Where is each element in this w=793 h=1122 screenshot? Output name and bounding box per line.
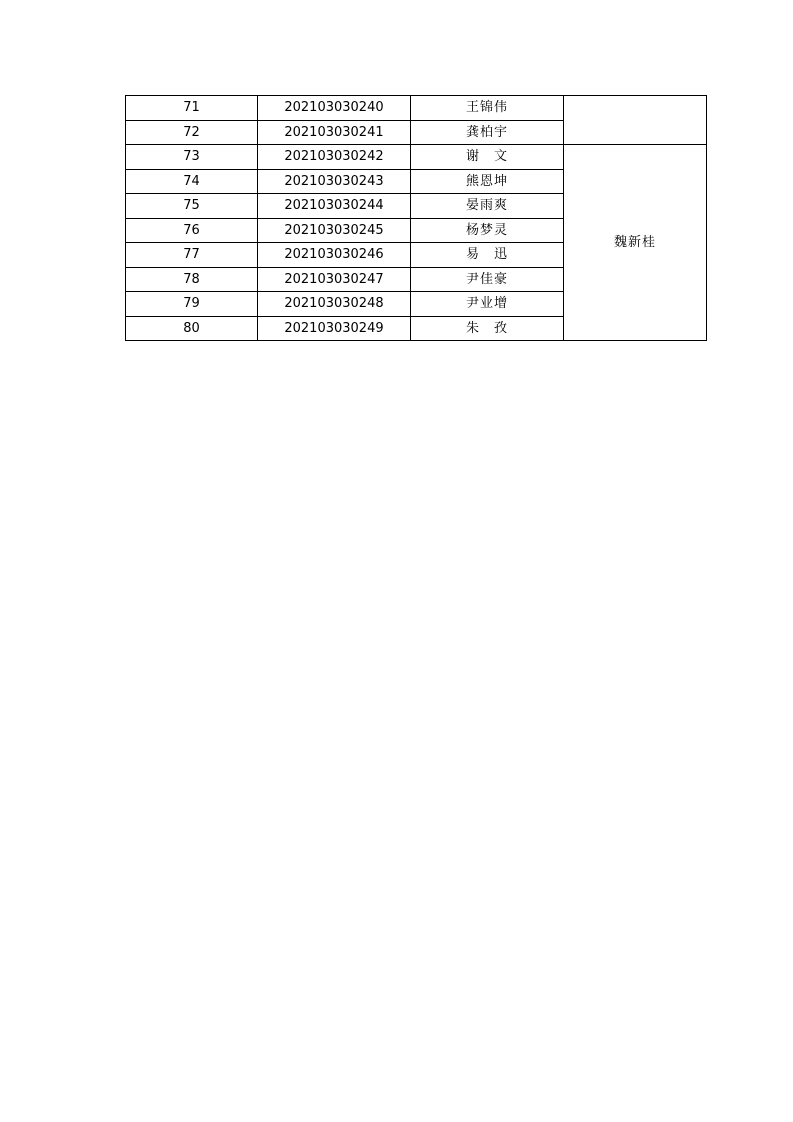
row-number: 74 <box>126 169 258 194</box>
student-name: 尹佳豪 <box>411 267 564 292</box>
advisor-cell: 魏新桂 <box>564 145 707 341</box>
row-number: 78 <box>126 267 258 292</box>
row-number: 71 <box>126 96 258 121</box>
student-name: 熊恩坤 <box>411 169 564 194</box>
row-number: 77 <box>126 243 258 268</box>
student-name: 尹业增 <box>411 292 564 317</box>
advisor-cell <box>564 96 707 145</box>
row-number: 75 <box>126 194 258 219</box>
row-number: 80 <box>126 316 258 341</box>
student-name: 龚柏宇 <box>411 120 564 145</box>
student-id: 202103030241 <box>258 120 411 145</box>
student-id: 202103030244 <box>258 194 411 219</box>
student-name: 晏雨爽 <box>411 194 564 219</box>
student-id: 202103030240 <box>258 96 411 121</box>
student-roster-table <box>125 95 707 341</box>
table-row <box>126 96 707 121</box>
row-number: 72 <box>126 120 258 145</box>
student-id: 202103030245 <box>258 218 411 243</box>
student-id: 202103030247 <box>258 267 411 292</box>
student-id: 202103030242 <box>258 145 411 170</box>
student-id: 202103030246 <box>258 243 411 268</box>
row-number: 76 <box>126 218 258 243</box>
row-number: 73 <box>126 145 258 170</box>
student-id: 202103030248 <box>258 292 411 317</box>
student-name: 易 迅 <box>411 243 564 268</box>
student-name: 杨梦灵 <box>411 218 564 243</box>
table-row <box>126 145 707 170</box>
row-number: 79 <box>126 292 258 317</box>
student-name: 谢 文 <box>411 145 564 170</box>
student-name: 王锦伟 <box>411 96 564 121</box>
student-id: 202103030243 <box>258 169 411 194</box>
student-name: 朱 孜 <box>411 316 564 341</box>
student-id: 202103030249 <box>258 316 411 341</box>
